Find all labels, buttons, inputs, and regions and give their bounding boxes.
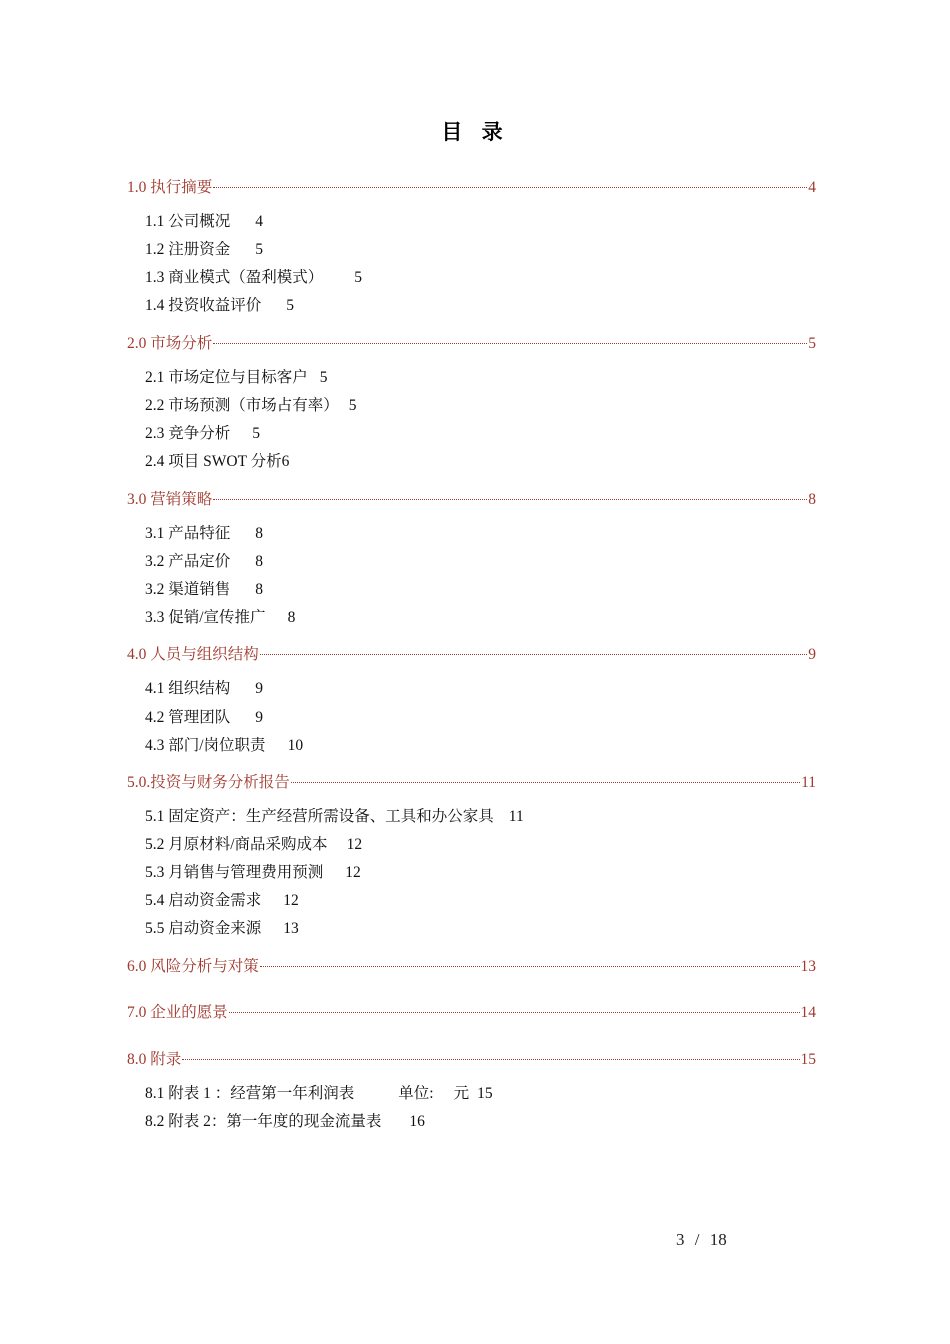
toc-sub-label: 4.1 组织结构 — [145, 680, 231, 697]
toc-entry-label: 6.0 风险分析与对策 — [127, 958, 259, 975]
dot-leader — [229, 1012, 800, 1013]
toc-sub-page: 6 — [281, 453, 290, 470]
toc-entry-2[interactable] — [127, 331, 816, 353]
toc-sub-page: 12 — [345, 864, 361, 881]
toc-sub-page: 12 — [346, 836, 363, 853]
toc-entry-5[interactable] — [127, 770, 816, 792]
toc-sub-page: 8 — [255, 581, 264, 598]
page-total: 18 — [709, 1230, 727, 1249]
toc-entry-label: 7.0 企业的愿景 — [127, 1004, 228, 1021]
toc-sub-label: 1.2 注册资金 — [145, 241, 231, 258]
dot-leader — [213, 499, 807, 500]
toc-sub-label: 5.3 月销售与管理费用预测 — [145, 864, 324, 881]
toc-sub-page: 5 — [319, 369, 328, 386]
toc-entry-page: 13 — [800, 958, 816, 975]
toc-sub-page: 9 — [255, 709, 264, 726]
toc-sub-2-3[interactable] — [145, 421, 260, 443]
toc-sub-8-2[interactable] — [145, 1109, 425, 1131]
toc-sub-label: 2.3 竞争分析 — [145, 425, 231, 442]
toc-entry-label: 4.0 人员与组织结构 — [127, 646, 259, 663]
toc-sub-3-4[interactable] — [145, 605, 295, 627]
toc-entry-label: 1.0 执行摘要 — [127, 179, 213, 196]
toc-sub-5-2[interactable] — [145, 832, 362, 854]
toc-sub-page: 15 — [477, 1085, 493, 1102]
toc-sub-page: 12 — [283, 892, 299, 909]
toc-sub-3-1[interactable] — [145, 521, 263, 543]
toc-sub-label: 2.4 项目 SWOT 分析 — [145, 453, 282, 470]
toc-sub-page: 5 — [348, 397, 357, 414]
toc-sub-label: 1.3 商业模式（盈利模式） — [145, 269, 324, 286]
toc-sub-page: 8 — [255, 553, 264, 570]
page-separator: / — [694, 1230, 700, 1249]
toc-entry-page: 4 — [808, 179, 816, 196]
toc-sub-page: 8 — [255, 525, 264, 542]
toc-sub-label: 3.2 渠道销售 — [145, 581, 231, 598]
toc-sub-label: 2.2 市场预测（市场占有率） — [145, 397, 339, 414]
toc-sub-unit: 单位: — [398, 1085, 434, 1102]
toc-sub-label: 5.5 启动资金来源 — [145, 920, 262, 937]
toc-sub-8-1[interactable] — [145, 1081, 493, 1103]
toc-sub-1-1[interactable] — [145, 209, 263, 231]
toc-entry-page: 14 — [800, 1004, 816, 1021]
toc-sub-5-1[interactable] — [145, 804, 524, 826]
toc-sub-label: 4.2 管理团队 — [145, 709, 231, 726]
toc-sub-5-5[interactable] — [145, 916, 299, 938]
dot-leader — [182, 1059, 799, 1060]
toc-sub-2-4[interactable] — [145, 449, 289, 471]
toc-sub-page: 5 — [286, 297, 295, 314]
toc-entry-label: 3.0 营销策略 — [127, 491, 213, 508]
toc-entry-3[interactable] — [127, 487, 816, 509]
toc-entry-7[interactable] — [127, 1000, 816, 1022]
toc-sub-label: 5.2 月原材料/商品采购成本 — [145, 836, 328, 853]
toc-sub-page: 5 — [354, 269, 363, 286]
toc-entry-6[interactable] — [127, 954, 816, 976]
toc-entry-4[interactable] — [127, 642, 816, 664]
toc-sub-2-1[interactable] — [145, 365, 328, 387]
toc-sub-page: 10 — [287, 737, 304, 754]
toc-sub-label: 3.3 促销/宣传推广 — [145, 609, 266, 626]
toc-entry-8[interactable] — [127, 1047, 816, 1069]
page-number — [676, 1230, 727, 1250]
toc-sub-1-2[interactable] — [145, 237, 263, 259]
toc-sub-page: 13 — [283, 920, 299, 937]
toc-sub-page: 4 — [255, 213, 264, 230]
dot-leader — [291, 782, 800, 783]
toc-sub-5-4[interactable] — [145, 888, 299, 910]
toc-sub-page: 5 — [252, 425, 261, 442]
toc-entry-page: 11 — [801, 774, 816, 791]
toc-sub-1-4[interactable] — [145, 293, 294, 315]
toc-entry-label: 8.0 附录 — [127, 1051, 182, 1068]
toc-entry-page: 9 — [808, 646, 816, 663]
toc-sub-label: 8.1 附表 1 ：经营第一年利润表 — [145, 1085, 355, 1102]
dot-leader — [213, 187, 807, 188]
toc-sub-label: 1.4 投资收益评价 — [145, 297, 262, 314]
toc-entry-page: 8 — [808, 491, 816, 508]
toc-sub-label: 1.1 公司概况 — [145, 213, 231, 230]
toc-sub-2-2[interactable] — [145, 393, 357, 415]
toc-sub-currency: 元 — [453, 1085, 470, 1102]
toc-sub-label: 5.1 固定资产：生产经营所需设备、工具和办公家具 — [145, 808, 494, 825]
toc-sub-page: 11 — [508, 808, 524, 825]
dot-leader — [260, 654, 807, 655]
toc-entry-label: 5.0.投资与财务分析报告 — [127, 774, 290, 791]
toc-sub-label: 5.4 启动资金需求 — [145, 892, 262, 909]
page-current: 3 — [676, 1230, 685, 1249]
dot-leader — [260, 966, 800, 967]
toc-entry-label: 2.0 市场分析 — [127, 335, 213, 352]
toc-sub-5-3[interactable] — [145, 860, 361, 882]
toc-sub-3-3[interactable] — [145, 577, 263, 599]
toc-sub-3-2[interactable] — [145, 549, 263, 571]
toc-sub-label: 3.1 产品特征 — [145, 525, 231, 542]
toc-sub-4-1[interactable] — [145, 676, 263, 698]
toc-sub-page: 8 — [287, 609, 296, 626]
toc-entry-page: 15 — [800, 1051, 816, 1068]
dot-leader — [213, 343, 807, 344]
toc-sub-page: 16 — [409, 1113, 425, 1130]
toc-sub-1-3[interactable] — [145, 265, 362, 287]
toc-sub-page: 9 — [255, 680, 264, 697]
toc-entry-1[interactable] — [127, 175, 816, 197]
toc-sub-4-2[interactable] — [145, 705, 263, 727]
toc-sub-label: 2.1 市场定位与目标客户 — [145, 369, 308, 386]
page-title: 目 录 — [441, 120, 509, 144]
toc-sub-4-3[interactable] — [145, 733, 303, 755]
toc-sub-label: 3.2 产品定价 — [145, 553, 231, 570]
toc-sub-label: 8.2 附表 2：第一年度的现金流量表 — [145, 1113, 382, 1130]
toc-sub-label: 4.3 部门/岗位职责 — [145, 737, 266, 754]
toc-sub-page: 5 — [255, 241, 264, 258]
toc-entry-page: 5 — [808, 335, 816, 352]
